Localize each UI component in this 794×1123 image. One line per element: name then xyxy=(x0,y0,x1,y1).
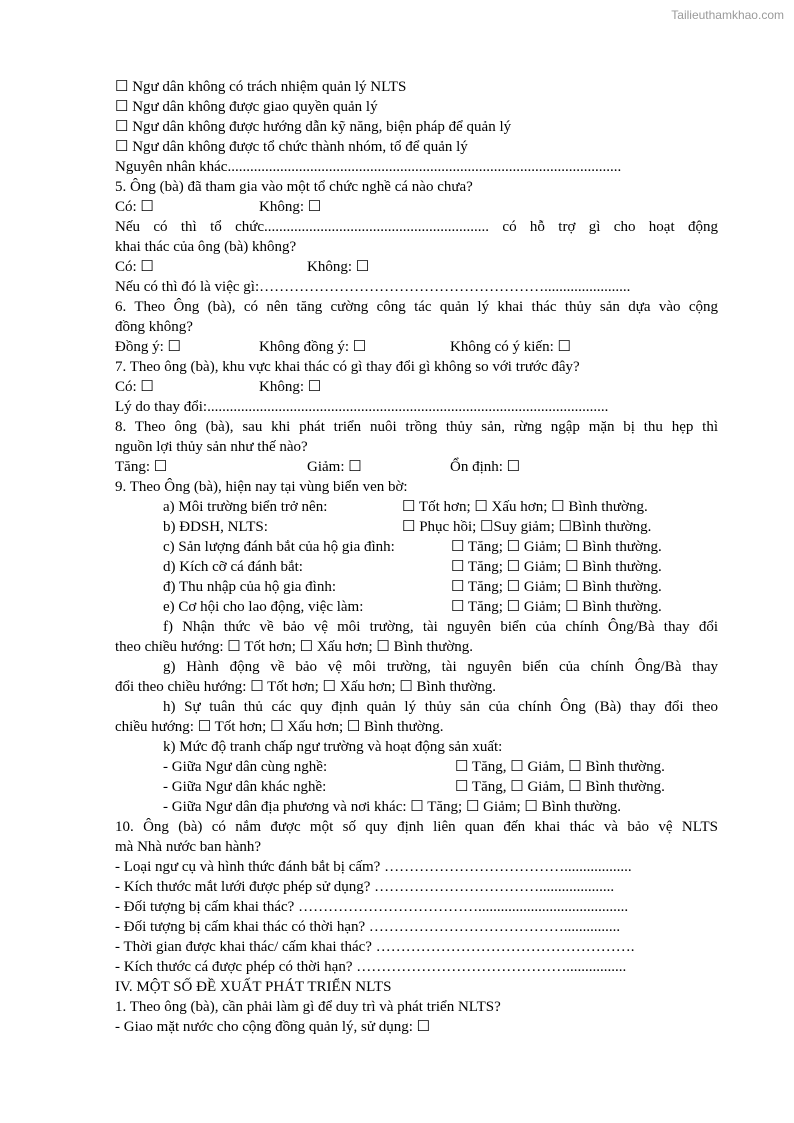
reason-option-no-group[interactable]: ☐ Ngư dân không được tổ chức thành nhóm, tổ để quản lý xyxy=(115,139,468,155)
q9b-label: b) ĐDSH, NLTS: xyxy=(163,519,268,535)
reason-option-no-responsibility[interactable]: ☐ Ngư dân không có trách nhiệm quản lý NLTS xyxy=(115,79,407,95)
q5-support-detail-field[interactable]: Nếu có thì đó là việc gì:…………………………………………………....................... xyxy=(115,279,631,295)
question-6-cont: đồng không? xyxy=(115,319,193,335)
q9f-options[interactable]: theo chiều hướng: ☐ Tốt hơn; ☐ Xấu hơn; ☐ Bình thường. xyxy=(115,639,474,655)
q9h-text: h) Sự tuân thủ các quy định quản lý thủy sản của chính Ông (Bà) thay đổi theo xyxy=(163,699,718,715)
q9e-label: e) Cơ hội cho lao động, việc làm: xyxy=(163,599,364,615)
q6-no-opinion-checkbox[interactable]: Không có ý kiến: ☐ xyxy=(450,339,571,355)
section-iv-heading: IV. MỘT SỐ ĐỀ XUẤT PHÁT TRIỂN NLTS xyxy=(115,979,392,995)
q9c-label: c) Sản lượng đánh bắt của hộ gia đình: xyxy=(163,539,395,555)
q7-yes-checkbox[interactable]: Có: ☐ xyxy=(115,379,154,395)
q8-stable-checkbox[interactable]: Ổn định: ☐ xyxy=(450,459,521,475)
q9dd-options[interactable]: ☐ Tăng; ☐ Giảm; ☐ Bình thường. xyxy=(451,579,662,595)
question-7: 7. Theo ông (bà), khu vực khai thác có gì thay đổi gì không so với trước đây? xyxy=(115,359,580,375)
q10-fish-size-field[interactable]: - Kích thước cá được phép có thời hạn? ……………………………………................ xyxy=(115,959,627,975)
q9f-text: f) Nhận thức về bảo vệ môi trường, tài nguyên biển của chính Ông/Bà thay đổi xyxy=(163,619,718,635)
q9d-options[interactable]: ☐ Tăng; ☐ Giảm; ☐ Bình thường. xyxy=(451,559,662,575)
q9d-label: d) Kích cỡ cá đánh bắt: xyxy=(163,559,303,575)
question-10-cont: mà Nhà nước ban hành? xyxy=(115,839,262,855)
q9k-same-trade-label: - Giữa Ngư dân cùng nghề: xyxy=(163,759,328,775)
q10-banned-species-field[interactable]: - Đối tượng bị cấm khai thác? ………………………………........................................ xyxy=(115,899,629,915)
q9dd-label: đ) Thu nhập của hộ gia đình: xyxy=(163,579,337,595)
q9g-text: g) Hành động về bảo vệ môi trường, tài nguyên biển của chính Ông/Bà thay xyxy=(163,659,718,675)
q9a-options[interactable]: ☐ Tốt hơn; ☐ Xấu hơn; ☐ Bình thường. xyxy=(402,499,648,515)
question-9: 9. Theo Ông (bà), hiện nay tại vùng biển ven bờ: xyxy=(115,479,408,495)
q5-organization-field[interactable]: Nếu có thì tổ chức............................................................ có hỗ trợ gì cho hoạt động xyxy=(115,219,718,235)
section-iv-question-1: 1. Theo ông (bà), cần phải làm gì để duy trì và phát triển NLTS? xyxy=(115,999,501,1015)
q5-support-question: khai thác của ông (bà) không? xyxy=(115,239,297,255)
q10-mesh-size-field[interactable]: - Kích thước mắt lưới được phép sử dụng? …………………………….................... xyxy=(115,879,615,895)
q9k-text: k) Mức độ tranh chấp ngư trường và hoạt động sản xuất: xyxy=(163,739,503,755)
q9a-label: a) Môi trường biển trở nên: xyxy=(163,499,328,515)
q10-fishing-period-field[interactable]: - Thời gian được khai thác/ cấm khai thác? ……………………………………………. xyxy=(115,939,635,955)
q5-no-checkbox[interactable]: Không: ☐ xyxy=(259,199,322,215)
question-6: 6. Theo Ông (bà), có nên tăng cường công tác quản lý khai thác thủy sản dựa vào cộng xyxy=(115,299,718,315)
reason-option-no-rights[interactable]: ☐ Ngư dân không được giao quyền quản lý xyxy=(115,99,378,115)
q8-increase-checkbox[interactable]: Tăng: ☐ xyxy=(115,459,168,475)
q10-banned-gear-field[interactable]: - Loại ngư cụ và hình thức đánh bắt bị cấm? ……………………………….................. xyxy=(115,859,632,875)
q5-yes-checkbox[interactable]: Có: ☐ xyxy=(115,199,154,215)
q8-decrease-checkbox[interactable]: Giảm: ☐ xyxy=(307,459,362,475)
other-reason-field[interactable]: Nguyên nhân khác......................................................................................................... xyxy=(115,159,622,175)
q7-reason-field[interactable]: Lý do thay đổi:........................................................................................................... xyxy=(115,399,609,415)
q9h-options[interactable]: chiều hướng: ☐ Tốt hơn; ☐ Xấu hơn; ☐ Bình thường. xyxy=(115,719,444,735)
q7-no-checkbox[interactable]: Không: ☐ xyxy=(259,379,322,395)
q9b-options[interactable]: ☐ Phục hồi; ☐Suy giảm; ☐Bình thường. xyxy=(402,519,652,535)
q9c-options[interactable]: ☐ Tăng; ☐ Giảm; ☐ Bình thường. xyxy=(451,539,662,555)
water-surface-allocation-checkbox[interactable]: - Giao mặt nước cho cộng đồng quản lý, sử dụng: ☐ xyxy=(115,1019,431,1035)
watermark: Tailieuthamkhao.com xyxy=(671,8,784,22)
q9g-options[interactable]: đổi theo chiều hướng: ☐ Tốt hơn; ☐ Xấu hơn; ☐ Bình thường. xyxy=(115,679,496,695)
question-8: 8. Theo ông (bà), sau khi phát triển nuôi trồng thủy sản, rừng ngập mặn bị thu hẹp thì xyxy=(115,419,718,435)
q9k-local-vs-other[interactable]: - Giữa Ngư dân địa phương và nơi khác: ☐ Tăng; ☐ Giảm; ☐ Bình thường. xyxy=(163,799,621,815)
q5-support-yes-checkbox[interactable]: Có: ☐ xyxy=(115,259,154,275)
q10-seasonal-ban-field[interactable]: - Đối tượng bị cấm khai thác có thời hạn? …………………………………............... xyxy=(115,919,621,935)
q9k-other-trade-label: - Giữa Ngư dân khác nghề: xyxy=(163,779,327,795)
q9k-other-trade-options[interactable]: ☐ Tăng, ☐ Giảm, ☐ Bình thường. xyxy=(455,779,665,795)
q6-disagree-checkbox[interactable]: Không đồng ý: ☐ xyxy=(259,339,367,355)
question-10: 10. Ông (bà) có nắm được một số quy định liên quan đến khai thác và bảo vệ NLTS xyxy=(115,819,718,835)
question-5: 5. Ông (bà) đã tham gia vào một tổ chức nghề cá nào chưa? xyxy=(115,179,473,195)
q5-support-no-checkbox[interactable]: Không: ☐ xyxy=(307,259,370,275)
question-8-cont: nguồn lợi thủy sản như thế nào? xyxy=(115,439,308,455)
q6-agree-checkbox[interactable]: Đồng ý: ☐ xyxy=(115,339,181,355)
reason-option-no-guidance[interactable]: ☐ Ngư dân không được hướng dẫn kỹ năng, biện pháp để quản lý xyxy=(115,119,512,135)
q9e-options[interactable]: ☐ Tăng; ☐ Giảm; ☐ Bình thường. xyxy=(451,599,662,615)
q9k-same-trade-options[interactable]: ☐ Tăng, ☐ Giảm, ☐ Bình thường. xyxy=(455,759,665,775)
